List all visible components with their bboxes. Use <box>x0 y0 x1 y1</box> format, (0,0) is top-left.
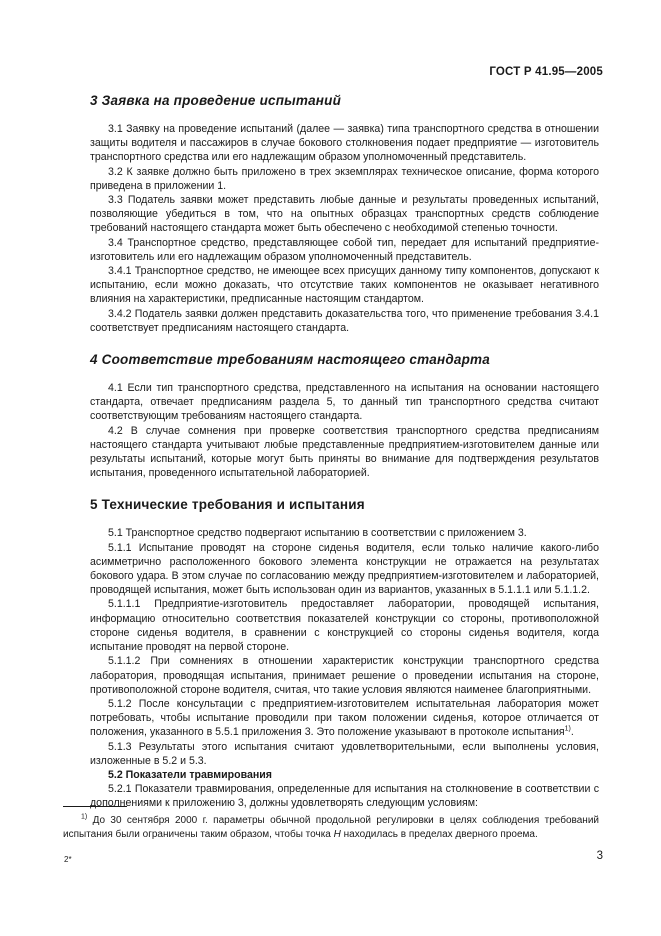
clause-3-2: 3.2 К заявке должно быть приложено в трех экземплярах техническое описание, форма которого приведена в приложении 1. <box>90 165 599 192</box>
sheet-mark: 2* <box>64 855 72 864</box>
footnote-text: До 30 сентября 2000 г. параметры обычной продольной регулировки в целях соблюдения требований испытания были ограничены таким образом, чтобы точка <box>63 815 599 840</box>
page-content <box>90 92 599 827</box>
clause-5-1-1: 5.1.1 Испытание проводят на стороне сиденья водителя, если только наличие какого-либо асимметрично расположенного бокового элемента конструкции не отражается на результатах бокового удара. В этом случае по согласованию между предприятием-изготовителем и лабораторией, проводящей испытания, может быть использован один из вариантов, указанных в 5.1.1.1 или 5.1.1.2. <box>90 541 599 597</box>
footnote-point: H <box>333 829 341 840</box>
clause-5-1: 5.1 Транспортное средство подвергают испытанию в соответствии с приложением 3. <box>108 527 527 540</box>
clause-3-3: 3.3 Податель заявки может представить любые данные и результаты проведенных испытаний, позволяющие убедиться в том, что на опытных образцах транспортных средств соблюдение требований настоящего стандарта может быть обеспечено с необходимой степенью точности. <box>90 194 599 235</box>
section-4-title: 4 Соответствие требованиям настоящего стандарта <box>90 352 490 368</box>
clause-5-1-3: 5.1.3 Результаты этого испытания считают удовлетворительными, если выполнены условия, изложенные в 5.2 и 5.3. <box>90 740 599 767</box>
page-number: 3 <box>596 850 603 862</box>
clause-5-1-1-2: 5.1.1.2 При сомнениях в отношении характеристик конструкции транспортного средства лаборатория, проводящая испытания, принимает решение о проведении испытания на стороне, противоположной стороне водителя, считая, что такие условия являются наименее благоприятными. <box>90 655 599 696</box>
clause-5-1-2-text: 5.1.2 После консультации с предприятием-изготовителем испытательная лаборатория может потребовать, чтобы испытание проводили при таком положении сиденья, которое отличается от положения, указанного в 5.5.1 приложения 3. Это положение указывают в протоколе испытания <box>90 697 599 739</box>
section-4 <box>90 351 599 480</box>
section-5 <box>90 496 599 810</box>
clause-5-2-1: 5.2.1 Показатели травмирования, определенные для испытания на столкновение в соответствии с дополнениями к приложению 3, должны удовлетворять следующим условиям: <box>90 783 599 810</box>
footnote-text-end: находилась в пределах дверного проема. <box>343 829 538 840</box>
footnote-marker: 1) <box>81 813 88 821</box>
clause-3-4-2: 3.4.2 Податель заявки должен представить доказательства того, что применение требования 3.4.1 соответствует предписаниям настоящего стандарта. <box>90 307 599 334</box>
section-5-title: 5 Технические требования и испытания <box>90 497 365 513</box>
clause-4-2: 4.2 В случае сомнения при проверке соответствия транспортного средства предписаниям настоящего стандарта учитывают любые представленные предприятием-изготовителем данные или результаты испытаний, которые могут быть приняты во внимание для подтверждения результатов испытания, проведенного испытательной лабораторией. <box>90 424 599 480</box>
footnote <box>63 814 599 842</box>
clause-3-1: 3.1 Заявку на проведение испытаний (далее — заявка) типа транспортного средства в отношении защиты водителя и пассажиров в случае бокового столкновения подает предприятие — изготовитель транспортного средства или его надлежащим образом уполномоченный представитель. <box>90 123 599 164</box>
footnote-separator <box>63 806 127 807</box>
clause-3-4-1: 3.4.1 Транспортное средство, не имеющее всех присущих данному типу компонентов, допускают к испытанию, если можно доказать, что отсутствие таких компонентов не оказывает негативного влияния на характеристики, предписанные настоящим стандартом. <box>90 265 599 306</box>
clause-5-1-1-1: 5.1.1.1 Предприятие-изготовитель предоставляет лаборатории, проводящей испытания, информацию относительно соответствия показателей конструкции со стороны, противоположной стороне сиденья водителя, в сравнении с конструкцией со стороны сиденья водителя, когда испытание проводят на первой стороне. <box>90 598 599 654</box>
clause-5-1-2: 5.1.2 После консультации с предприятием-изготовителем испытательная лаборатория может потребовать, чтобы испытание проводили при таком положении сиденья, которое отличается от положения, указанного в 5.5.1 приложения 3. Это положение указывают в протоколе испытания$^{1)}$. <box>90 697 599 739</box>
clause-4-1: 4.1 Если тип транспортного средства, представленного на испытания на основании настоящего стандарта, отвечает предписаниям раздела 5, то данный тип транспортного средства считают соответствующим требованиям настоящего стандарта. <box>90 382 599 423</box>
section-3 <box>90 92 599 335</box>
section-3-title: 3 Заявка на проведение испытаний <box>90 93 342 108</box>
clause-3-4: 3.4 Транспортное средство, представляющее собой тип, передает для испытаний предприятие-изготовитель или его надлежащим образом уполномоченный представитель. <box>90 236 599 263</box>
standard-code: ГОСТ Р 41.95—2005 <box>489 66 603 78</box>
clause-5-2-heading: 5.2 Показатели травмирования <box>108 768 272 781</box>
footnote-reference: 1) <box>564 725 571 733</box>
